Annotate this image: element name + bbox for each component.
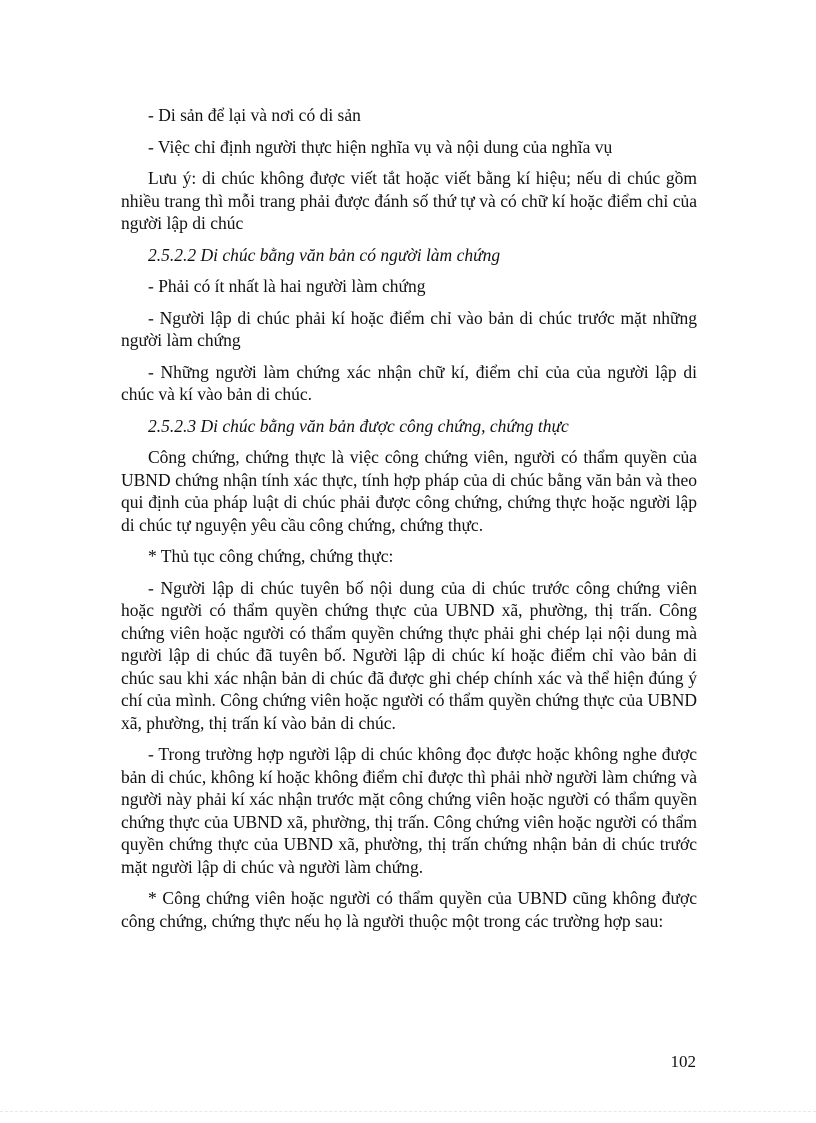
- procedure-step-declaration: - Người lập di chúc tuyên bố nội dung của di chúc trước công chứng viên hoặc người có thẩm quyền chứng thực của UBND xã, phường, thị trấn. Công chứng viên hoặc người có thẩm quyền chứng thực phải ghi chép lại nội dung mà người lập di chúc đã tuyên bố. Người lập di chúc kí hoặc điểm chỉ vào bản di chúc sau khi xác nhận bản di chúc đã được ghi chép chính xác và thể hiện đúng ý chí của mình. Công chứng viên hoặc người có thẩm quyền chứng thực của UBND xã, phường, thị trấn kí vào bản di chúc.: [121, 577, 697, 733]
- list-item-inheritance-location: - Di sản để lại và nơi có di sản: [148, 105, 361, 125]
- list-item-witnesses-confirm: - Những người làm chứng xác nhận chữ kí, điểm chỉ của của người lập di chúc và kí vào bản di chúc.: [121, 361, 697, 404]
- procedure-heading: * Thủ tục công chứng, chứng thực:: [148, 546, 394, 566]
- list-item-sign-before-witnesses: - Người lập di chúc phải kí hoặc điểm chỉ vào bản di chúc trước mặt những người làm chứng: [121, 307, 697, 350]
- section-heading-2-5-2-2: 2.5.2.2 Di chúc bằng văn bản có người làm chứng: [148, 244, 501, 265]
- notarization-definition-paragraph: Công chứng, chứng thực là việc công chứng viên, người có thẩm quyền của UBND chứng nhận tính xác thực, tính hợp pháp của di chúc bằng văn bản và theo qui định của pháp luật di chúc phải được công chứng, chứng thực hoặc người lập di chúc tự nguyện yêu cầu công chứng, chứng thực.: [121, 447, 697, 535]
- page-bottom-divider: [0, 1111, 816, 1112]
- list-item-two-witnesses: - Phải có ít nhất là hai người làm chứng: [148, 276, 426, 296]
- notary-restriction-paragraph: * Công chứng viên hoặc người có thẩm quyền của UBND cũng không được công chứng, chứng thực nếu họ là người thuộc một trong các trường hợp sau:: [121, 888, 697, 931]
- page-number: 102: [670, 1052, 696, 1071]
- section-heading-2-5-2-3: 2.5.2.3 Di chúc bằng văn bản được công chứng, chứng thực: [148, 415, 569, 436]
- note-paragraph: Lưu ý: di chúc không được viết tắt hoặc viết bằng kí hiệu; nếu di chúc gồm nhiều trang thì mỗi trang phải được đánh số thứ tự và có chữ kí hoặc điểm chỉ của người lập di chúc: [121, 168, 697, 233]
- list-item-obligation-designation: - Việc chỉ định người thực hiện nghĩa vụ và nội dung của nghĩa vụ: [148, 136, 613, 157]
- procedure-step-cannot-read: - Trong trường hợp người lập di chúc không đọc được hoặc không nghe được bản di chúc, không kí hoặc không điểm chỉ được thì phải nhờ người làm chứng và người này phải kí xác nhận trước mặt công chứng viên hoặc người có thẩm quyền chứng thực của UBND xã, phường, thị trấn. Công chứng viên hoặc người có thẩm quyền chứng thực của UBND xã, phường, thị trấn chứng nhận bản di chúc trước mặt người lập di chúc và người làm chứng.: [121, 744, 697, 877]
- document-body: [121, 104, 697, 941]
